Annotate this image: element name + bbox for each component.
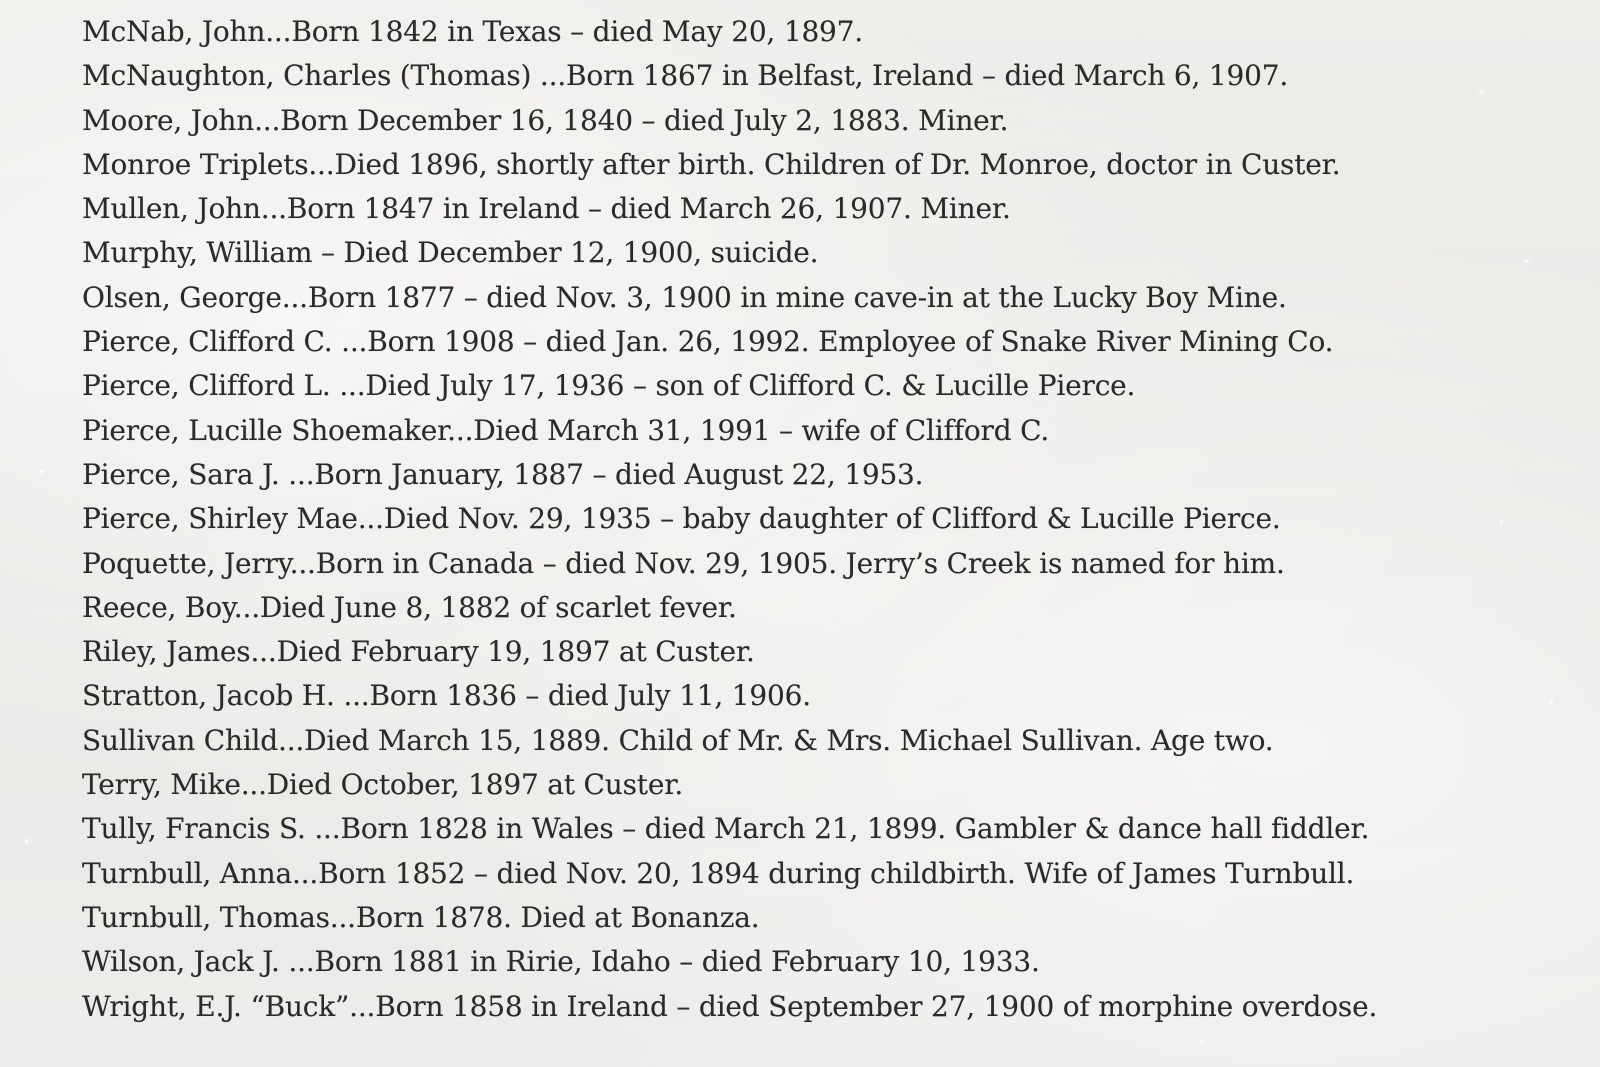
list-item: Wilson, Jack J. ...Born 1881 in Ririe, Idaho – died February 10, 1933.: [82, 945, 1040, 979]
list-item: Monroe Triplets...Died 1896, shortly after birth. Children of Dr. Monroe, doctor in Custer.: [82, 147, 1341, 181]
list-item: Reece, Boy...Died June 8, 1882 of scarlet fever.: [82, 590, 737, 624]
list-item: Olsen, George...Born 1877 – died Nov. 3, 1900 in mine cave-in at the Lucky Boy Mine.: [82, 280, 1287, 314]
list-item: Turnbull, Anna...Born 1852 – died Nov. 20, 1894 during childbirth. Wife of James Turnbull.: [82, 856, 1355, 890]
list-item: Riley, James...Died February 19, 1897 at Custer.: [82, 635, 755, 669]
list-item: Pierce, Clifford C. ...Born 1908 – died Jan. 26, 1992. Employee of Snake River Mining Co.: [82, 325, 1334, 359]
list-item: Pierce, Sara J. ...Born January, 1887 – died August 22, 1953.: [82, 457, 924, 491]
list-item: Wright, E.J. “Buck”...Born 1858 in Ireland – died September 27, 1900 of morphine overdose.: [82, 989, 1378, 1023]
list-item: McNab, John...Born 1842 in Texas – died May 20, 1897.: [82, 15, 863, 48]
list-item: Turnbull, Thomas...Born 1878. Died at Bonanza.: [82, 900, 760, 934]
list-item: Pierce, Shirley Mae...Died Nov. 29, 1935 – baby daughter of Clifford & Lucille Pierce.: [82, 502, 1281, 536]
list-item: Pierce, Clifford L. ...Died July 17, 1936 – son of Clifford C. & Lucille Pierce.: [82, 369, 1136, 403]
list-item: Poquette, Jerry...Born in Canada – died Nov. 29, 1905. Jerry’s Creek is named for him.: [82, 546, 1285, 580]
glare-speck: [1480, 90, 1483, 93]
list-item: Sullivan Child...Died March 15, 1889. Child of Mr. & Mrs. Michael Sullivan. Age two.: [82, 723, 1274, 757]
list-item: Tully, Francis S. ...Born 1828 in Wales – died March 21, 1899. Gambler & dance hall fiddler.: [82, 812, 1370, 846]
glare-speck: [25, 840, 28, 843]
glare-speck: [1200, 1040, 1203, 1043]
list-item: Moore, John...Born December 16, 1840 – died July 2, 1883. Miner.: [82, 103, 1009, 137]
list-item: McNaughton, Charles (Thomas) ...Born 1867 in Belfast, Ireland – died March 6, 1907.: [82, 59, 1289, 93]
burial-list: [82, 10, 1377, 1029]
glare-speck: [1550, 700, 1553, 703]
glare-speck: [1525, 260, 1528, 263]
glare-speck: [40, 470, 43, 473]
list-item: Murphy, William – Died December 12, 1900, suicide.: [82, 236, 819, 270]
list-item: Stratton, Jacob H. ...Born 1836 – died July 11, 1906.: [82, 679, 811, 713]
glare-speck: [1500, 520, 1503, 523]
list-item: Mullen, John...Born 1847 in Ireland – died March 26, 1907. Miner.: [82, 192, 1011, 226]
list-item: Pierce, Lucille Shoemaker...Died March 31, 1991 – wife of Clifford C.: [82, 413, 1050, 447]
list-item: Terry, Mike...Died October, 1897 at Custer.: [82, 768, 684, 802]
